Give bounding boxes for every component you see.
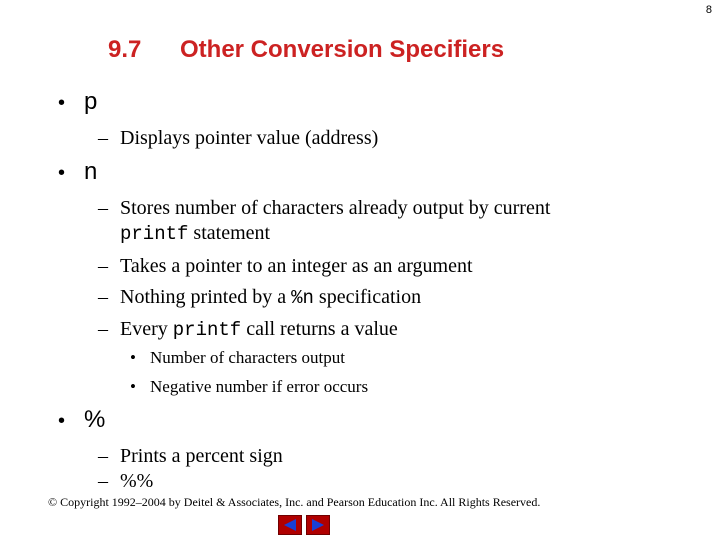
section-number: 9.7 bbox=[108, 36, 142, 63]
previous-slide-button[interactable] bbox=[278, 515, 302, 535]
list-item-continuation: printf statement bbox=[120, 222, 271, 245]
bullet-percent bbox=[58, 406, 105, 434]
slide-navigation bbox=[278, 515, 330, 535]
code-printf: printf bbox=[120, 223, 189, 245]
bullet-p bbox=[58, 88, 97, 116]
next-arrow-icon bbox=[311, 519, 325, 531]
bullet-n bbox=[58, 158, 97, 186]
code-percent-n: %n bbox=[291, 287, 314, 309]
list-item: – Stores number of characters already output by current bbox=[98, 193, 550, 223]
list-item: – Every printf call returns a value bbox=[98, 314, 398, 345]
dash-icon: – bbox=[98, 127, 108, 149]
dash-icon: – bbox=[98, 445, 108, 467]
list-item: – Nothing printed by a %n specification bbox=[98, 282, 421, 313]
bullet-dot-icon: • bbox=[58, 162, 66, 184]
next-slide-button[interactable] bbox=[306, 515, 330, 535]
dash-icon: – bbox=[98, 197, 108, 219]
page-title bbox=[108, 36, 504, 64]
code-printf: printf bbox=[172, 319, 242, 341]
list-item: – %% bbox=[98, 466, 153, 496]
section-title: Other Conversion Specifiers bbox=[180, 36, 505, 63]
sub-list-item: • Number of characters output bbox=[130, 348, 345, 367]
dash-icon: – bbox=[98, 255, 108, 277]
sub-list-item: • Negative number if error occurs bbox=[130, 377, 369, 396]
dash-icon: – bbox=[98, 318, 108, 340]
bullet-symbol: % bbox=[84, 406, 106, 433]
list-item: – Displays pointer value (address) bbox=[98, 123, 378, 153]
dash-icon: – bbox=[98, 286, 108, 308]
bullet-symbol: n bbox=[84, 158, 98, 185]
bullet-symbol: p bbox=[84, 88, 98, 115]
bullet-dot-icon: • bbox=[58, 92, 66, 114]
copyright-footer: © Copyright 1992–2004 by Deitel & Associates, Inc. and Pearson Education Inc. All Rights Reserved. bbox=[48, 495, 541, 509]
previous-arrow-icon bbox=[283, 519, 297, 531]
page-number: 8 bbox=[705, 4, 712, 16]
bullet-dot-icon: • bbox=[58, 410, 66, 432]
list-item: – Prints a percent sign bbox=[98, 441, 283, 471]
bullet-dot-icon: • bbox=[130, 377, 136, 396]
list-item: – Takes a pointer to an integer as an argument bbox=[98, 251, 473, 281]
bullet-dot-icon: • bbox=[130, 348, 136, 367]
dash-icon: – bbox=[98, 470, 108, 492]
